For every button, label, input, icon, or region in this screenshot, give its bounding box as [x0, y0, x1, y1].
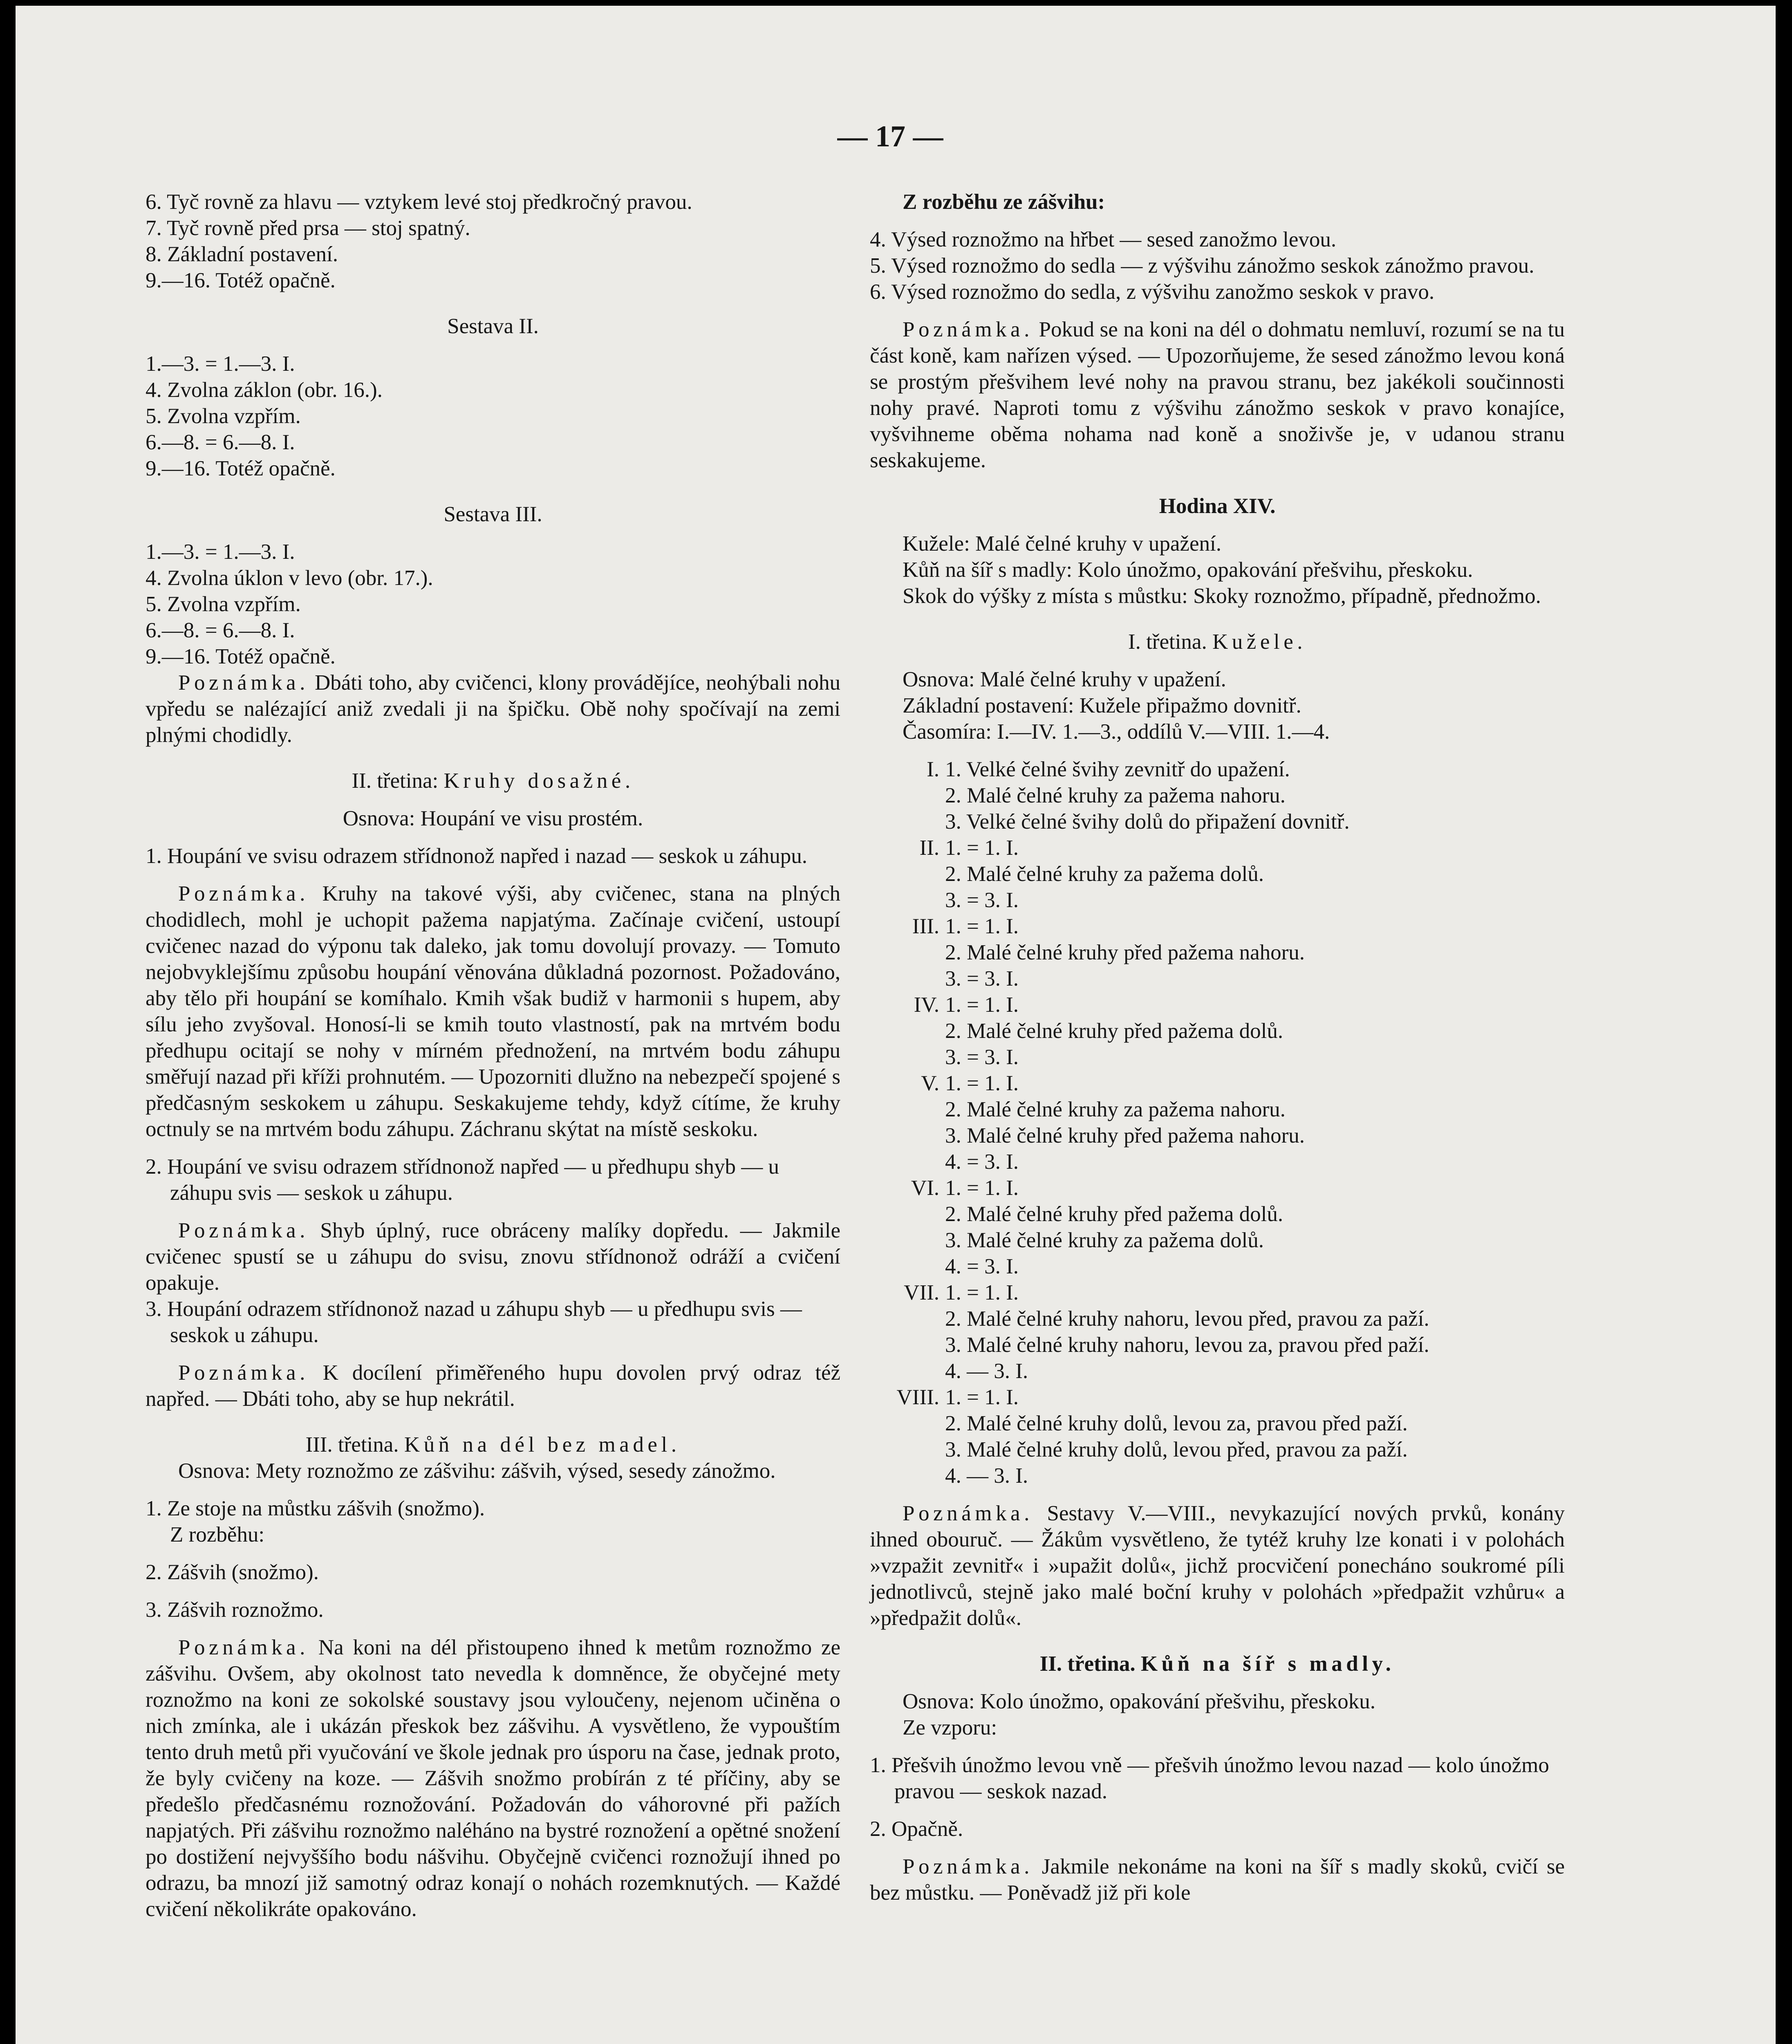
note-paragraph	[146, 1217, 840, 1296]
set-row	[870, 1280, 1565, 1306]
text-line: 9.—16. Totéž opačně.	[146, 457, 336, 480]
set-row	[870, 887, 1565, 913]
exercise-item: 3. Houpání odrazem střídnonož nazad u záhupu shyb — u předhupu svis — seskok u záhupu.	[146, 1297, 802, 1347]
note-label: Poznámka.	[903, 1502, 1033, 1525]
set-item: 4. = 3. I.	[945, 1255, 1019, 1278]
text-line: 5. Zvolna vzpřím.	[146, 592, 301, 616]
set-roman	[870, 939, 945, 966]
set-row	[870, 1306, 1565, 1332]
set-row	[870, 1437, 1565, 1463]
section-heading	[146, 768, 840, 794]
text-line: 6.—8. = 6.—8. I.	[146, 430, 295, 454]
note-text: Shyb úplný, ruce obráceny malíky dopředu. — Jakmile cvičenec spustí se u záhupu do svisu, znovu střídnonož odráží a cvičení opakuje.	[146, 1219, 840, 1295]
note-label: Poznámka.	[178, 1636, 309, 1659]
set-roman	[870, 1123, 945, 1149]
list-item: Z rozběhu:	[170, 1523, 265, 1546]
set-roman: VIII.	[896, 1385, 939, 1409]
note-paragraph	[870, 1853, 1565, 1906]
list-item: 1. Přešvih únožmo levou vně — přešvih únožmo levou nazad — kolo únožmo pravou — seskok nazad.	[870, 1753, 1549, 1803]
note-text: Na koni na dél přistoupeno ihned k metům roznožmo ze zášvihu. Ovšem, aby okolnost tato nevedla k domněnce, že obyčejné mety roznožmo na koni ze sokolské soustavy jsou vyloučeny, nejenom učiněna o nich zmínka, ale i ukázán přeskok bez zášvihu. A vysvětleno, že vypouštím tento druh metů při vyučování ve škole jednak pro úsporu na čase, jednak proto, že byly cvičeny na koze. — Zášvih snožmo probírán z té příčiny, aby se předešlo předčasnému roznožování. Požadován do váhorovné při pažích napjatých. Při zášvihu roznožmo naléháno na bystré roznožení a opětné snožení po dostižení nejvyššího bodu nášvihu. Obyčejně cvičenci roznožují ihned po odrazu, ba mnozí již samotný odraz konají o nohách rozemknutých. — Každé cvičení několikráte opakováno.	[146, 1636, 840, 1921]
set-row	[870, 1123, 1565, 1149]
text-line: 6. Tyč rovně za hlavu — vztykem levé stoj předkročný pravou.	[146, 190, 692, 214]
set-row	[870, 861, 1565, 887]
left-column	[146, 189, 840, 1922]
set-roman	[870, 1463, 945, 1489]
text-line: 1.—3. = 1.—3. I.	[146, 540, 295, 564]
note-label: Poznámka.	[178, 1361, 309, 1385]
set-item: 1. = 1. I.	[945, 1281, 1019, 1304]
note-text: Jakmile nekonáme na koni na šíř s madly skoků, cvičí se bez můstku. — Poněvadž již při kole	[870, 1855, 1565, 1905]
set-roman	[870, 1044, 945, 1070]
set-roman	[870, 1410, 945, 1437]
set-row	[870, 913, 1565, 939]
set-row	[870, 1044, 1565, 1070]
scanned-page	[16, 6, 1776, 2044]
section-heading	[870, 1651, 1565, 1677]
set-row	[870, 939, 1565, 966]
set-roman	[870, 1437, 945, 1463]
section-heading: Sestava III.	[444, 502, 542, 526]
lesson-line: Skok do výšky z místa s můstku: Skoky roznožmo, případně, přednožmo.	[903, 584, 1541, 608]
subheading: Z rozběhu ze zášvihu:	[903, 190, 1105, 214]
set-row	[870, 1410, 1565, 1437]
set-item: 2. Malé čelné kruhy před pažema dolů.	[945, 1019, 1284, 1043]
set-item: 2. Malé čelné kruhy za pažema nahoru.	[945, 1098, 1286, 1121]
set-roman: II.	[919, 836, 939, 860]
set-item: 4. — 3. I.	[945, 1359, 1028, 1383]
set-roman	[870, 1306, 945, 1332]
set-row	[870, 992, 1565, 1018]
set-item: 3. Malé čelné kruhy nahoru, levou za, pravou před paží.	[945, 1333, 1429, 1357]
list-item: 2. Zášvih (snožmo).	[146, 1560, 319, 1584]
set-roman: IV.	[914, 993, 939, 1017]
text-line: 8. Základní postavení.	[146, 242, 338, 266]
set-item: 4. = 3. I.	[945, 1150, 1019, 1174]
heading-prefix: I. třetina.	[1128, 630, 1212, 654]
set-roman: V.	[921, 1071, 939, 1095]
set-row	[870, 966, 1565, 992]
osnova-line: Osnova: Houpání ve visu prostém.	[343, 807, 643, 830]
text-line: 6.—8. = 6.—8. I.	[146, 619, 295, 642]
section-heading: Sestava II.	[447, 314, 539, 338]
list-item: 3. Zášvih roznožmo.	[146, 1598, 324, 1622]
set-row	[870, 1201, 1565, 1227]
subheading: Ze vzporu:	[903, 1716, 997, 1739]
set-item: 1. = 1. I.	[945, 836, 1019, 860]
osnova-line: Základní postavení: Kužele připažmo dovnitř.	[903, 694, 1301, 717]
lesson-line: Kůň na šíř s madly: Kolo únožmo, opakování přešvihu, přeskoku.	[903, 558, 1473, 582]
lesson-line: Kužele: Malé čelné kruhy v upažení.	[903, 532, 1221, 556]
set-roman: III.	[912, 914, 939, 938]
text-line: 4. Zvolna úklon v levo (obr. 17.).	[146, 566, 433, 590]
text-line: 9.—16. Totéž opačně.	[146, 269, 336, 292]
set-item: 2. Malé čelné kruhy dolů, levou za, pravou před paží.	[945, 1412, 1408, 1435]
set-row	[870, 1463, 1565, 1489]
set-row	[870, 1070, 1565, 1096]
set-row	[870, 1018, 1565, 1044]
set-roman	[870, 887, 945, 913]
heading-prefix: II. třetina.	[1039, 1652, 1141, 1676]
set-row	[870, 756, 1565, 782]
note-label: Poznámka.	[178, 1219, 309, 1242]
text-line: 4. Zvolna záklon (obr. 16.).	[146, 378, 383, 402]
set-roman	[870, 1149, 945, 1175]
set-roman: I.	[927, 758, 939, 781]
set-item: 3. Malé čelné kruhy za pažema dolů.	[945, 1228, 1264, 1252]
list-item: 5. Výsed roznožmo do sedla — z výšvihu zánožmo seskok zánožmo pravou.	[870, 254, 1534, 278]
set-item: 3. Velké čelné švihy dolů do připažení dovnitř.	[945, 810, 1350, 834]
text-line: 9.—16. Totéž opačně.	[146, 645, 336, 668]
set-item: 1. = 1. I.	[945, 1176, 1019, 1200]
set-row	[870, 1253, 1565, 1280]
lesson-heading: Hodina XIV.	[1159, 494, 1276, 518]
set-roman: VI.	[911, 1176, 939, 1200]
set-roman	[870, 1358, 945, 1384]
note-text: Kruhy na takové výši, aby cvičenec, stana na plných chodidlech, mohl je uchopit pažema napjatýma. Začínaje cvičení, ustoupí cvičenec nazad do výponu tak daleko, jak tomu dovolují provazy. — Tomuto nejobvyklejšímu způsobu houpání věnována důkladná pozornost. Požadováno, aby tělo při houpání se komíhalo. Kmih však budiž v harmonii s hupem, aby sílu jeho zvyšoval. Honosí-li se kmih touto vlastností, pak na mrtvém bodu předhupu ocitají se nohy v mírném přednožení, na mrtvém bodu záhupu směřují nazad při kříži prohnutém. — Upozorniti dlužno na nebezpečí spojené s předčasným seskokem u záhupu. Seskakujeme tehdy, když cítíme, že kruhy octnuly se na mrtvém bodu záhupu. Záchranu skýtat na místě seskoku.	[146, 882, 840, 1141]
set-item: 2. Malé čelné kruhy před pažema nahoru.	[945, 941, 1305, 964]
set-roman	[870, 1253, 945, 1280]
set-roman	[870, 1018, 945, 1044]
note-paragraph	[146, 1634, 840, 1922]
set-row	[870, 1332, 1565, 1358]
set-row	[870, 1149, 1565, 1175]
set-row	[870, 1384, 1565, 1410]
set-item: 1. = 1. I.	[945, 1071, 1019, 1095]
note-paragraph	[870, 316, 1565, 473]
set-row	[870, 1227, 1565, 1253]
heading-prefix: II. třetina:	[352, 769, 444, 793]
heading-title: Kůň na dél bez madel.	[404, 1433, 681, 1457]
list-item: 4. Výsed roznožmo na hřbet — sesed zanožmo levou.	[870, 228, 1337, 251]
note-text: Sestavy V.—VIII., nevykazující nových prvků, konány ihned obouruč. — Žákům vysvětleno, že tytéž kruhy lze konati i v polohách »vzpažit zevnitř« i »upažit dolů«, jichž procvičení ponecháno soukromé píli jednotlivců, stejně jako malé boční kruhy v polohách »předpažit vzhůru« a »předpažit dolů«.	[870, 1502, 1565, 1630]
note-text: Pokud se na koni na dél o dohmatu nemluví, rozumí se na tu část koně, kam nařízen výsed. — Upozorňujeme, že sesed zánožmo levou koná se prostým přešvihem levé nohy na pravou stranu, bez jakékoli součinnosti nohy pravé. Naproti tomu z výšvihu zánožmo seskok v pravo konajíce, vyšvihneme oběma nohama nad koně a snoživše je, v udanou stranu seskakujeme.	[870, 318, 1565, 472]
list-item: 2. Opačně.	[870, 1817, 963, 1841]
text-line: 1.—3. = 1.—3. I.	[146, 352, 295, 376]
set-item: 2. Malé čelné kruhy nahoru, levou před, pravou za paží.	[945, 1307, 1429, 1331]
set-row	[870, 809, 1565, 835]
set-item: 3. = 3. I.	[945, 888, 1019, 912]
note-label: Poznámka.	[178, 671, 309, 695]
note-text: K docílení přiměřeného hupu dovolen prvý odraz též napřed. — Dbáti toho, aby se hup nekrátil.	[146, 1361, 840, 1411]
set-item: 3. = 3. I.	[945, 1045, 1019, 1069]
set-item: 3. Malé čelné kruhy dolů, levou před, pravou za paží.	[945, 1438, 1408, 1461]
right-column	[870, 189, 1565, 1906]
note-paragraph	[870, 1500, 1565, 1631]
set-roman	[870, 782, 945, 809]
set-item: 1. = 1. I.	[945, 914, 1019, 938]
exercise-sets	[870, 756, 1565, 1489]
set-item: 3. Malé čelné kruhy před pažema nahoru.	[945, 1124, 1305, 1148]
note-label: Poznámka.	[903, 1855, 1033, 1878]
section-heading	[146, 1432, 840, 1458]
heading-title: Kužele.	[1212, 630, 1307, 654]
list-item: 1. Ze stoje na můstku zášvih (snožmo).	[146, 1497, 485, 1520]
set-item: 3. = 3. I.	[945, 967, 1019, 991]
set-roman	[870, 861, 945, 887]
osnova-line: Časomíra: I.—IV. 1.—3., oddílů V.—VIII. 1.—4.	[903, 720, 1330, 744]
set-roman	[870, 1227, 945, 1253]
note-paragraph	[146, 1360, 840, 1412]
osnova-line: Osnova: Mety roznožmo ze zášvihu: zášvih, výsed, sesedy zánožmo.	[178, 1459, 776, 1483]
set-item: 2. Malé čelné kruhy před pažema dolů.	[945, 1202, 1284, 1226]
set-roman	[870, 809, 945, 835]
exercise-item: 2. Houpání ve svisu odrazem střídnonož napřed — u předhupu shyb — u záhupu svis — seskok u záhupu.	[146, 1155, 779, 1205]
note-label: Poznámka.	[178, 882, 309, 905]
section-heading	[870, 629, 1565, 655]
set-item: 4. — 3. I.	[945, 1464, 1028, 1488]
set-row	[870, 1175, 1565, 1201]
list-item: 6. Výsed roznožmo do sedla, z výšvihu zanožmo seskok v pravo.	[870, 280, 1435, 304]
osnova-line: Osnova: Malé čelné kruhy v upažení.	[903, 668, 1226, 691]
text-line: 5. Zvolna vzpřím.	[146, 404, 301, 428]
text-line: 7. Tyč rovně před prsa — stoj spatný.	[146, 216, 470, 240]
heading-prefix: III. třetina.	[305, 1433, 404, 1457]
set-roman	[870, 1332, 945, 1358]
note-paragraph	[146, 881, 840, 1142]
set-row	[870, 782, 1565, 809]
set-roman: VII.	[904, 1281, 939, 1304]
set-item: 2. Malé čelné kruhy za pažema nahoru.	[945, 784, 1286, 807]
heading-title: Kůň na šíř s madly.	[1140, 1652, 1395, 1676]
set-roman	[870, 1096, 945, 1123]
note-text: Dbáti toho, aby cvičenci, klony provádějíce, neohýbali nohu vpředu se nalézající aniž zvedali ji na špičku. Obě nohy spočívají na zemi plnými chodidly.	[146, 671, 840, 747]
set-roman	[870, 966, 945, 992]
exercise-item: 1. Houpání ve svisu odrazem střídnonož napřed i nazad — seskok u záhupu.	[146, 844, 808, 868]
set-row	[870, 835, 1565, 861]
page-number: — 17 —	[837, 120, 943, 153]
set-row	[870, 1358, 1565, 1384]
set-item: 2. Malé čelné kruhy za pažema dolů.	[945, 862, 1264, 886]
note-paragraph	[146, 670, 840, 748]
set-roman	[870, 1201, 945, 1227]
heading-title: Kruhy dosažné.	[444, 769, 634, 793]
set-item: 1. = 1. I.	[945, 993, 1019, 1017]
set-item: 1. = 1. I.	[945, 1385, 1019, 1409]
note-label: Poznámka.	[903, 318, 1033, 341]
osnova-line: Osnova: Kolo únožmo, opakování přešvihu, přeskoku.	[903, 1690, 1375, 1713]
set-item: 1. Velké čelné švihy zevnitř do upažení.	[945, 758, 1290, 781]
set-row	[870, 1096, 1565, 1123]
